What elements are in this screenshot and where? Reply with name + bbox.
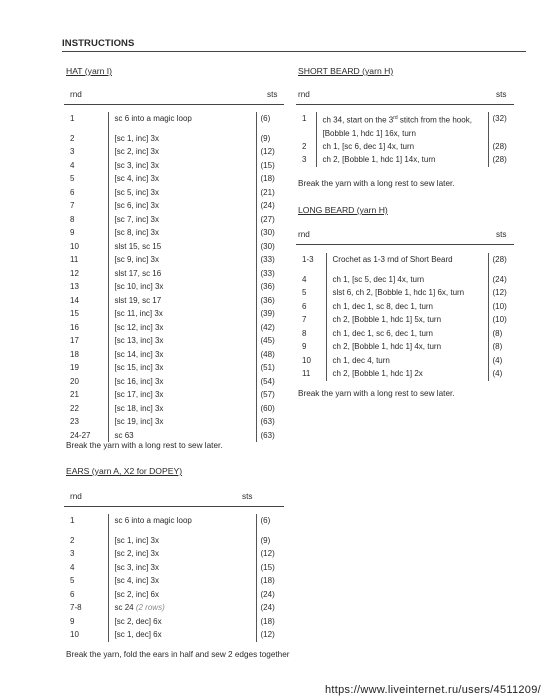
row-rnd: 16 — [70, 322, 79, 332]
row-instruction: sc 6 into a magic loop — [108, 514, 256, 528]
row-sts: (54) — [256, 375, 286, 389]
row-instruction: [sc 12, inc] 3x — [108, 321, 256, 335]
row-sts: (36) — [256, 280, 286, 294]
row-sts: (48) — [256, 348, 286, 362]
row-rnd: 13 — [70, 282, 79, 291]
table-row — [64, 561, 286, 575]
table-row — [64, 172, 286, 186]
row-instruction: ch 1, dec 4, turn — [326, 354, 488, 368]
row-rnd: 6 — [70, 589, 75, 599]
row-instruction: slst 15, sc 15 — [108, 240, 256, 254]
row-instruction: ch 34, start on the 3rd stitch from the hook, [Bobble 1, hdc 1] 16x, turn — [316, 112, 488, 140]
table-row — [64, 294, 286, 308]
row-sts: (8) — [488, 340, 518, 354]
row-rnd: 11 — [70, 255, 79, 264]
row-rnd: 7 — [70, 201, 75, 210]
table-row — [64, 307, 286, 321]
row-sts: (9) — [256, 534, 286, 548]
row-instruction: ch 1, [sc 5, dec 1] 4x, turn — [326, 273, 488, 287]
row-sts: (18) — [256, 574, 286, 588]
row-rnd: 19 — [70, 363, 79, 372]
row-sts: (6) — [256, 514, 286, 528]
row-rnd: 8 — [302, 328, 307, 338]
table-row — [64, 226, 286, 240]
table-row — [296, 367, 518, 381]
row-instruction: [sc 2, inc] 6x — [108, 588, 256, 602]
row-rnd: 8 — [70, 214, 75, 224]
row-instruction: slst 17, sc 16 — [108, 267, 256, 281]
table-row — [64, 213, 286, 227]
table-row — [64, 375, 286, 389]
row-instruction: [sc 15, inc] 3x — [108, 361, 256, 375]
row-instruction: [sc 2, dec] 6x — [108, 615, 256, 629]
row-sts: (30) — [256, 240, 286, 254]
row-rnd: 11 — [302, 369, 311, 378]
short-beard-col-sts: sts — [496, 90, 507, 99]
row-sts: (39) — [256, 307, 286, 321]
row-instruction: [sc 16, inc] 3x — [108, 375, 256, 389]
table-row — [64, 361, 286, 375]
table-row — [296, 340, 518, 354]
row-sts: (4) — [488, 354, 518, 368]
row-instruction: [sc 3, inc] 3x — [108, 561, 256, 575]
row-instruction: ch 1, dec 1, sc 8, dec 1, turn — [326, 300, 488, 314]
table-row — [64, 240, 286, 254]
row-instruction: ch 1, [sc 6, dec 1] 4x, turn — [316, 140, 488, 154]
row-sts: (8) — [488, 327, 518, 341]
row-sts: (57) — [256, 388, 286, 402]
row-rnd: 24-27 — [70, 430, 91, 440]
row-rnd: 4 — [70, 160, 75, 170]
row-rnd: 3 — [302, 155, 307, 165]
short-beard-col-rnd: rnd — [298, 90, 310, 99]
row-rnd: 10 — [302, 355, 311, 365]
table-row — [64, 547, 286, 561]
row-rnd: 18 — [70, 349, 79, 359]
short-beard-table — [296, 112, 518, 167]
row-instruction: [sc 8, inc] 3x — [108, 226, 256, 240]
table-row — [64, 348, 286, 362]
table-row — [296, 327, 518, 341]
row-instruction: [sc 2, inc] 3x — [108, 547, 256, 561]
row-rnd: 1-3 — [302, 255, 314, 264]
row-rnd: 9 — [70, 228, 75, 237]
table-row — [64, 534, 286, 548]
row-rnd: 6 — [70, 187, 75, 197]
table-row — [296, 313, 518, 327]
row-rnd: 9 — [302, 342, 307, 351]
table-row — [64, 388, 286, 402]
long-beard-table — [296, 253, 518, 381]
row-instruction: [sc 10, inc] 3x — [108, 280, 256, 294]
row-rnd: 2 — [70, 133, 75, 143]
long-beard-note: Break the yarn with a long rest to sew later. — [298, 389, 455, 398]
hat-col-rnd: rnd — [70, 90, 82, 99]
row-instruction: [sc 19, inc] 3x — [108, 415, 256, 429]
row-sts: (4) — [488, 367, 518, 381]
table-row — [64, 588, 286, 602]
row-rnd: 23 — [70, 417, 79, 426]
row-instruction: [sc 4, inc] 3x — [108, 574, 256, 588]
row-instruction: [sc 1, inc] 3x — [108, 534, 256, 548]
row-instruction: [sc 17, inc] 3x — [108, 388, 256, 402]
row-sts: (21) — [256, 186, 286, 200]
hat-title: HAT (yarn I) — [66, 66, 112, 76]
long-beard-col-sts: sts — [496, 230, 507, 239]
table-row — [64, 321, 286, 335]
row-sts: (51) — [256, 361, 286, 375]
row-sts: (24) — [488, 273, 518, 287]
row-sts: (28) — [488, 253, 518, 267]
row-instruction: sc 24 (2 rows) — [108, 601, 256, 615]
row-rnd: 1 — [70, 114, 75, 123]
row-rnd: 10 — [70, 241, 79, 251]
table-row — [64, 186, 286, 200]
hat-header-rule — [64, 104, 284, 105]
short-beard-note: Break the yarn with a long rest to sew later. — [298, 179, 455, 188]
row-rnd: 1 — [302, 114, 307, 123]
row-rnd: 5 — [302, 288, 307, 297]
ears-title: EARS (yarn A, X2 for DOPEY) — [66, 466, 183, 476]
row-sts: (60) — [256, 402, 286, 416]
row-rnd: 4 — [70, 562, 75, 572]
row-instruction: [sc 4, inc] 3x — [108, 172, 256, 186]
row-sts: (30) — [256, 226, 286, 240]
row-rnd: 5 — [70, 576, 75, 585]
hat-table — [64, 112, 286, 442]
table-row — [64, 199, 286, 213]
hat-col-sts: sts — [267, 90, 278, 99]
row-rnd: 21 — [70, 390, 79, 399]
table-row — [296, 153, 518, 167]
row-rnd: 5 — [70, 174, 75, 183]
table-row — [296, 300, 518, 314]
row-rnd: 15 — [70, 309, 79, 318]
table-row — [296, 354, 518, 368]
row-instruction: slst 6, ch 2, [Bobble 1, hdc 1] 6x, turn — [326, 286, 488, 300]
table-row — [64, 615, 286, 629]
row-rnd: 1 — [70, 516, 75, 525]
row-instruction: [sc 1, dec] 6x — [108, 628, 256, 642]
row-sts: (63) — [256, 429, 286, 443]
table-row — [64, 514, 286, 528]
row-rnd: 7-8 — [70, 603, 82, 612]
ears-col-rnd: rnd — [70, 492, 82, 501]
row-sts: (33) — [256, 253, 286, 267]
table-row — [64, 145, 286, 159]
table-row — [296, 140, 518, 154]
table-row — [64, 253, 286, 267]
row-instruction: [sc 6, inc] 3x — [108, 199, 256, 213]
ears-header-rule — [64, 506, 284, 507]
row-sts: (18) — [256, 615, 286, 629]
row-sts: (10) — [488, 313, 518, 327]
table-row — [296, 253, 518, 267]
page-title: INSTRUCTIONS — [62, 38, 135, 49]
row-sts: (45) — [256, 334, 286, 348]
ears-table — [64, 514, 286, 642]
table-row — [296, 112, 518, 140]
row-instruction: Crochet as 1-3 rnd of Short Beard — [326, 253, 488, 267]
table-row — [64, 402, 286, 416]
row-instruction: [sc 9, inc] 3x — [108, 253, 256, 267]
ears-note: Break the yarn, fold the ears in half and sew 2 edges together — [66, 650, 290, 659]
short-beard-header-rule — [296, 104, 514, 105]
row-rnd: 4 — [302, 274, 307, 284]
row-instruction: [sc 3, inc] 3x — [108, 159, 256, 173]
table-row — [64, 112, 286, 126]
row-instruction: ch 2, [Bobble 1, hdc 1] 4x, turn — [326, 340, 488, 354]
table-row — [64, 280, 286, 294]
row-rnd: 10 — [70, 630, 79, 639]
long-beard-title: LONG BEARD (yarn H) — [298, 205, 388, 215]
row-sts: (12) — [488, 286, 518, 300]
source-url: https://www.liveinternet.ru/users/4511209/ — [324, 684, 541, 696]
table-row — [64, 267, 286, 281]
row-instruction: [sc 7, inc] 3x — [108, 213, 256, 227]
table-row — [64, 628, 286, 642]
ears-col-sts: sts — [242, 492, 253, 501]
table-row — [64, 415, 286, 429]
row-sts: (33) — [256, 267, 286, 281]
row-rnd: 9 — [70, 616, 75, 626]
row-rnd: 3 — [70, 147, 75, 156]
row-sts: (12) — [256, 145, 286, 159]
row-sts: (12) — [256, 547, 286, 561]
table-row — [64, 574, 286, 588]
row-sts: (6) — [256, 112, 286, 126]
row-sts: (24) — [256, 601, 286, 615]
hat-note: Break the yarn with a long rest to sew later. — [66, 441, 223, 450]
row-rnd: 2 — [302, 141, 307, 151]
row-instruction: ch 2, [Bobble 1, hdc 1] 14x, turn — [316, 153, 488, 167]
row-sts: (63) — [256, 415, 286, 429]
row-sts: (18) — [256, 172, 286, 186]
row-rnd: 20 — [70, 376, 79, 386]
row-instruction: [sc 14, inc] 3x — [108, 348, 256, 362]
row-sts: (32) — [488, 112, 518, 140]
long-beard-header-rule — [296, 244, 514, 245]
row-sts: (24) — [256, 588, 286, 602]
row-instruction: [sc 18, inc] 3x — [108, 402, 256, 416]
title-rule — [62, 51, 526, 52]
table-row — [296, 273, 518, 287]
row-sts: (9) — [256, 132, 286, 146]
row-instruction: slst 19, sc 17 — [108, 294, 256, 308]
row-rnd: 2 — [70, 535, 75, 545]
row-rnd: 7 — [302, 315, 307, 324]
row-instruction: ch 1, dec 1, sc 6, dec 1, turn — [326, 327, 488, 341]
row-sts: (12) — [256, 628, 286, 642]
row-sts: (28) — [488, 153, 518, 167]
row-rnd: 12 — [70, 268, 79, 278]
row-instruction: sc 63 — [108, 429, 256, 443]
row-sts: (27) — [256, 213, 286, 227]
table-row — [64, 601, 286, 615]
row-instruction: [sc 11, inc] 3x — [108, 307, 256, 321]
row-sts: (15) — [256, 561, 286, 575]
row-sts: (24) — [256, 199, 286, 213]
row-sts: (36) — [256, 294, 286, 308]
row-rnd: 6 — [302, 301, 307, 311]
row-sts: (10) — [488, 300, 518, 314]
row-sts: (28) — [488, 140, 518, 154]
row-rnd: 22 — [70, 403, 79, 413]
row-sts: (15) — [256, 159, 286, 173]
table-row — [64, 334, 286, 348]
row-instruction: [sc 5, inc] 3x — [108, 186, 256, 200]
row-rnd: 14 — [70, 295, 79, 305]
row-instruction: [sc 2, inc] 3x — [108, 145, 256, 159]
row-rnd: 3 — [70, 549, 75, 558]
row-instruction: ch 2, [Bobble 1, hdc 1] 2x — [326, 367, 488, 381]
row-rnd: 17 — [70, 336, 79, 345]
row-sts: (42) — [256, 321, 286, 335]
short-beard-title: SHORT BEARD (yarn H) — [298, 66, 394, 76]
row-instruction: [sc 13, inc] 3x — [108, 334, 256, 348]
rows-count-note: (2 rows) — [133, 603, 165, 612]
table-row — [296, 286, 518, 300]
table-row — [64, 159, 286, 173]
table-row — [64, 132, 286, 146]
row-instruction: sc 6 into a magic loop — [108, 112, 256, 126]
row-instruction: ch 2, [Bobble 1, hdc 1] 5x, turn — [326, 313, 488, 327]
long-beard-col-rnd: rnd — [298, 230, 310, 239]
row-instruction: [sc 1, inc] 3x — [108, 132, 256, 146]
